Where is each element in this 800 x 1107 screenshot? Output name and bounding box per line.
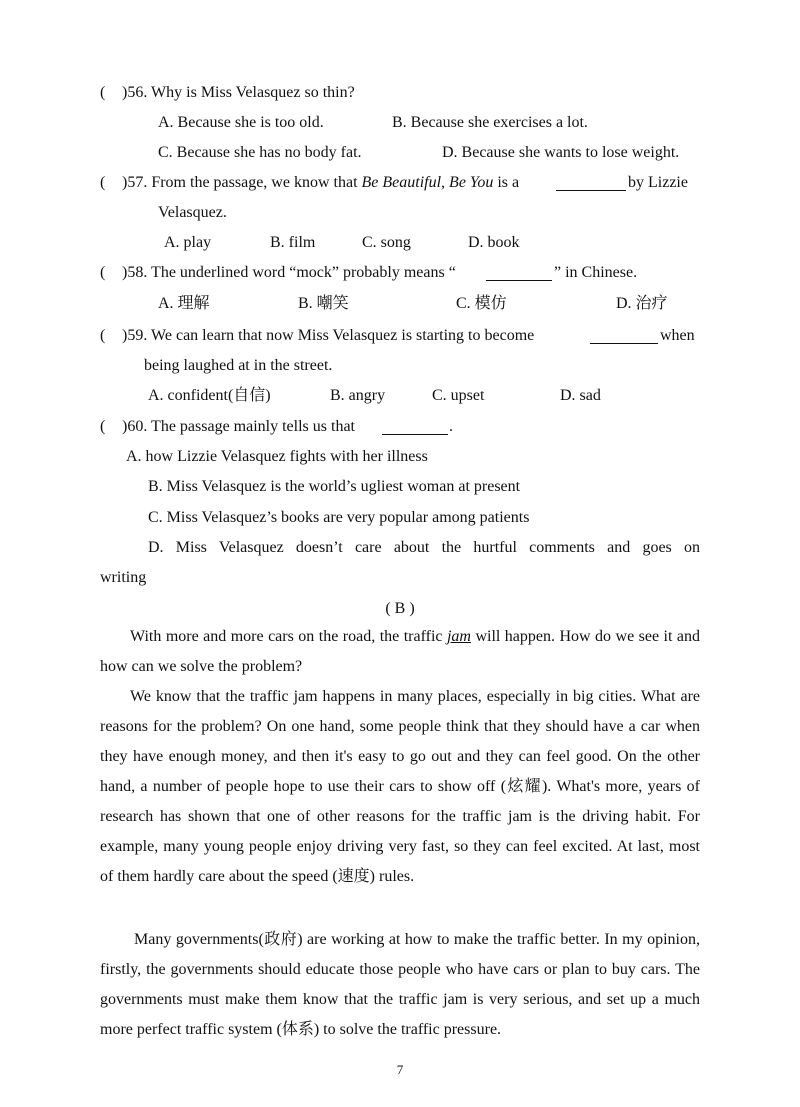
passage-paragraph-2: We know that the traffic jam happens in many places, especially in big cities. What are reasons for the problem? On one hand, some people think that they should have a car when they have enough money, and then it's easy to go out and they can feel good. On the other hand, a number of people hope to use their cars to show off (炫耀). What's more, years of research has shown that one of other reasons for the traffic jam is the driving habit. For example, many young people enjoy driving very fast, so they can feel excited. At last, most of them hardly care about the speed (速度) rules. <box>100 688 700 885</box>
q57-book-title: Be Beautiful, Be You <box>361 174 494 191</box>
q57-option-b: B. film <box>270 234 316 251</box>
q59-paren: ( <box>100 327 106 344</box>
q60-paren: ( <box>100 418 106 435</box>
q59-stem-cont: being laughed at in the street. <box>144 357 333 374</box>
q58-option-d: D. 治疗 <box>616 295 668 312</box>
q58-option-b: B. 嘲笑 <box>298 295 349 312</box>
q59-stem-b: when <box>660 327 695 344</box>
p1-text-a: With more and more cars on the road, the traffic <box>130 628 447 645</box>
q60-stem-a: )60. The passage mainly tells us that <box>122 418 355 435</box>
q59-stem-a: )59. We can learn that now Miss Velasquez is starting to become <box>122 327 535 344</box>
q59-option-d: D. sad <box>560 387 601 404</box>
q59-option-a: A. confident(自信) <box>148 387 271 404</box>
q57-paren: ( <box>100 174 106 191</box>
q56-option-b: B. Because she exercises a lot. <box>392 114 588 131</box>
q58-paren: ( <box>100 264 106 281</box>
q57-stem-cont: Velasquez. <box>158 204 227 221</box>
q56-option-d: D. Because she wants to lose weight. <box>442 144 680 161</box>
q57-stem <box>122 173 519 193</box>
q57-stem-b: is a <box>493 174 520 191</box>
q60-blank <box>382 420 448 435</box>
q57-option-d: D. book <box>468 234 520 251</box>
q59-blank <box>590 329 658 344</box>
q56-option-a: A. Because she is too old. <box>158 114 324 131</box>
page-number: 7 <box>396 1062 404 1077</box>
q58-stem-a: )58. The underlined word “mock” probably means “ <box>122 264 456 281</box>
q59-option-c: C. upset <box>432 387 485 404</box>
passage-paragraph-3: Many governments(政府) are working at how to make the traffic better. In my opinion, firstly, the governments should educate those people who have cars or plan to buy cars. The governments must make them know that the traffic jam is very serious, and set up a much more perfect traffic system (体系) to solve the traffic pressure. <box>100 931 700 1038</box>
q60-option-b: B. Miss Velasquez is the world’s ugliest woman at present <box>148 478 521 495</box>
q56-paren: ( <box>100 84 106 101</box>
q60-option-c: C. Miss Velasquez’s books are very popular among patients <box>148 509 530 526</box>
q57-option-a: A. play <box>164 234 212 251</box>
q56-stem: )56. Why is Miss Velasquez so thin? <box>122 84 355 101</box>
q60-option-d-cont: writing <box>100 569 147 586</box>
q59-option-b: B. angry <box>330 387 386 404</box>
q57-stem-c: by Lizzie <box>628 174 688 191</box>
q58-stem-b: ” in Chinese. <box>554 264 638 281</box>
p1-text-b: will happen. How do we see it and how can we solve the problem? <box>100 628 700 675</box>
q57-option-c: C. song <box>362 234 411 251</box>
section-title: ( B ) <box>385 600 415 617</box>
underlined-word-jam: jam <box>446 628 471 645</box>
q60-option-d: D. Miss Velasquez doesn’t care about the hurtful comments and goes on <box>148 539 700 556</box>
passage-paragraph-1 <box>100 622 700 682</box>
q60-option-a: A. how Lizzie Velasquez fights with her illness <box>126 448 428 465</box>
q57-blank <box>556 176 626 191</box>
q60-stem-b: . <box>449 418 453 435</box>
q58-option-a: A. 理解 <box>158 295 210 312</box>
q57-stem-a: )57. From the passage, we know that <box>122 174 362 191</box>
q58-option-c: C. 模仿 <box>456 295 507 312</box>
q58-blank <box>486 266 552 281</box>
q56-option-c: C. Because she has no body fat. <box>158 144 362 161</box>
